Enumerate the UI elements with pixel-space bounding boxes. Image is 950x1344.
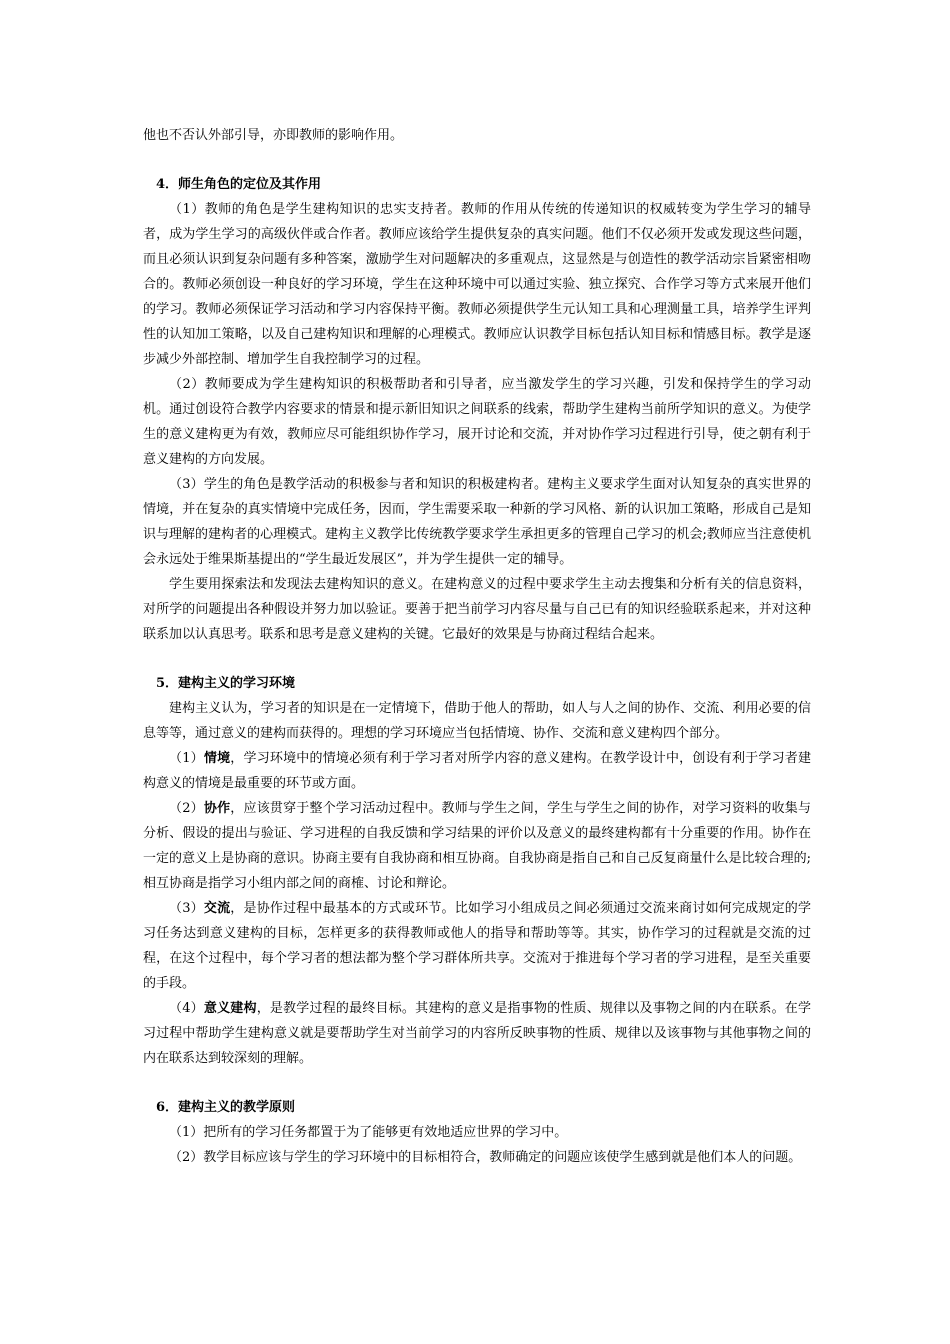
paragraph-student-method: 学生要用探索法和发现法去建构知识的意义。在建构意义的过程中要求学生主动去搜集和分析有关的信息资料，对所学的问题提出各种假设并努力加以验证。要善于把当前学习内容尽量与自己已有的知识经验联系起来，并对这种联系加以认真思考。联系和思考是意义建构的关键。它最好的效果是与协商过程结合起来。	[143, 577, 811, 642]
item-term: 情境	[203, 751, 231, 766]
item-text: ，是教学过程的最终目标。其建构的意义是指事物的性质、规律以及事物之间的内在联系。在学习过程中帮助学生建构意义就是要帮助学生对当前学习的内容所反映事物的性质、规律以及该事物与其他事物之间的内在联系达到较深刻的理解。	[143, 1001, 811, 1066]
item-term: 交流	[203, 901, 231, 916]
item-text: ，学习环境中的情境必须有利于学习者对所学内容的意义建构。在教学设计中，创设有利于学习者建构意义的情境是最重要的环节或方面。	[143, 751, 811, 791]
intro-paragraph: 他也不否认外部引导，亦即教师的影响作用。	[143, 128, 404, 143]
paragraph-collaboration	[143, 796, 811, 896]
paragraph-student-role: （3）学生的角色是教学活动的积极参与者和知识的积极建构者。建构主义要求学生面对认知复杂的真实世界的情境，并在复杂的真实情境中完成任务，因而，学生需要采取一种新的学习风格、新的认识加工策略，形成自己是知识与理解的建构者的心理模式。建构主义教学比传统教学要求学生承担更多的管理自己学习的机会;教师应当注意使机会永远处于维果斯基提出的“学生最近发展区”，并为学生提供一定的辅导。	[143, 477, 811, 567]
paragraph-communication	[143, 896, 811, 996]
item-prefix: （3）	[169, 901, 204, 916]
item-text: ，是协作过程中最基本的方式或环节。比如学习小组成员之间必须通过交流来商讨如何完成规定的学习任务达到意义建构的目标，怎样更多的获得教师或他人的指导和帮助等等。其实，协作学习的过程就是交流的过程，在这个过程中，每个学习者的想法都为整个学习群体所共享。交流对于推进每个学习者的学习进程，是至关重要的手段。	[143, 901, 811, 991]
paragraph-teacher-guide: （2）教师要成为学生建构知识的积极帮助者和引导者，应当激发学生的学习兴趣，引发和保持学生的学习动机。通过创设符合教学内容要求的情景和提示新旧知识之间联系的线索，帮助学生建构当前所学知识的意义。为使学生的意义建构更为有效，教师应尽可能组织协作学习，展开讨论和交流，并对协作学习过程进行引导，使之朝有利于意义建构的方向发展。	[143, 377, 811, 467]
section-heading: 5．建构主义的学习环境	[156, 676, 296, 691]
item-prefix: （4）	[169, 1001, 204, 1016]
section-teacher-student-roles	[143, 172, 811, 647]
section-heading: 4．师生角色的定位及其作用	[156, 177, 322, 192]
spacer	[143, 647, 811, 671]
item-term: 意义建构	[203, 1001, 257, 1016]
section-teaching-principles	[143, 1095, 811, 1170]
item-text: ，应该贯穿于整个学习活动过程中。教师与学生之间，学生与学生之间的协作，对学习资料的收集与分析、假设的提出与验证、学习进程的自我反馈和学习结果的评价以及意义的最终建构都有十分重要的作用。协作在一定的意义上是协商的意识。协商主要有自我协商和相互协商。自我协商是指自己和自己反复商量什么是比较合理的;相互协商是指学习小组内部之间的商榷、讨论和辩论。	[143, 801, 811, 891]
paragraph-teacher-supporter: （1）教师的角色是学生建构知识的忠实支持者。教师的作用从传统的传递知识的权威转变为学生学习的辅导者，成为学生学习的高级伙伴或合作者。教师应该给学生提供复杂的真实问题。他们不仅必须开发或发现这些问题，而且必须认识到复杂问题有多种答案，激励学生对问题解决的多重观点，这显然是与创造性的教学活动宗旨紧密相吻合的。教师必须创设一种良好的学习环境，学生在这种环境中可以通过实验、独立探究、合作学习等方式来展开他们的学习。教师必须保证学习活动和学习内容保持平衡。教师必须提供学生元认知工具和心理测量工具，培养学生评判性的认知加工策略，以及自己建构知识和理解的心理模式。教师应认识教学目标包括认知目标和情感目标。教学是逐步减少外部控制、增加学生自我控制学习的过程。	[143, 202, 811, 367]
item-prefix: （2）	[169, 801, 204, 816]
paragraph-principle-2: （2）教学目标应该与学生的学习环境中的目标相符合，教师确定的问题应该使学生感到就是他们本人的问题。	[169, 1150, 802, 1165]
paragraph-meaning-construction	[143, 996, 811, 1071]
paragraph-environment-intro: 建构主义认为，学习者的知识是在一定情境下，借助于他人的帮助，如人与人之间的协作、交流、利用必要的信息等等，通过意义的建构而获得的。理想的学习环境应当包括情境、协作、交流和意义建构四个部分。	[143, 701, 811, 741]
spacer	[143, 148, 811, 172]
item-prefix: （1）	[169, 751, 204, 766]
section-learning-environment	[143, 671, 811, 1071]
paragraph-principle-1: （1）把所有的学习任务都置于为了能够更有效地适应世界的学习中。	[169, 1125, 568, 1140]
document-page	[143, 123, 811, 1170]
item-term: 协作	[203, 801, 231, 816]
section-heading: 6．建构主义的教学原则	[156, 1100, 296, 1115]
spacer	[143, 1071, 811, 1095]
paragraph-situation	[143, 746, 811, 796]
